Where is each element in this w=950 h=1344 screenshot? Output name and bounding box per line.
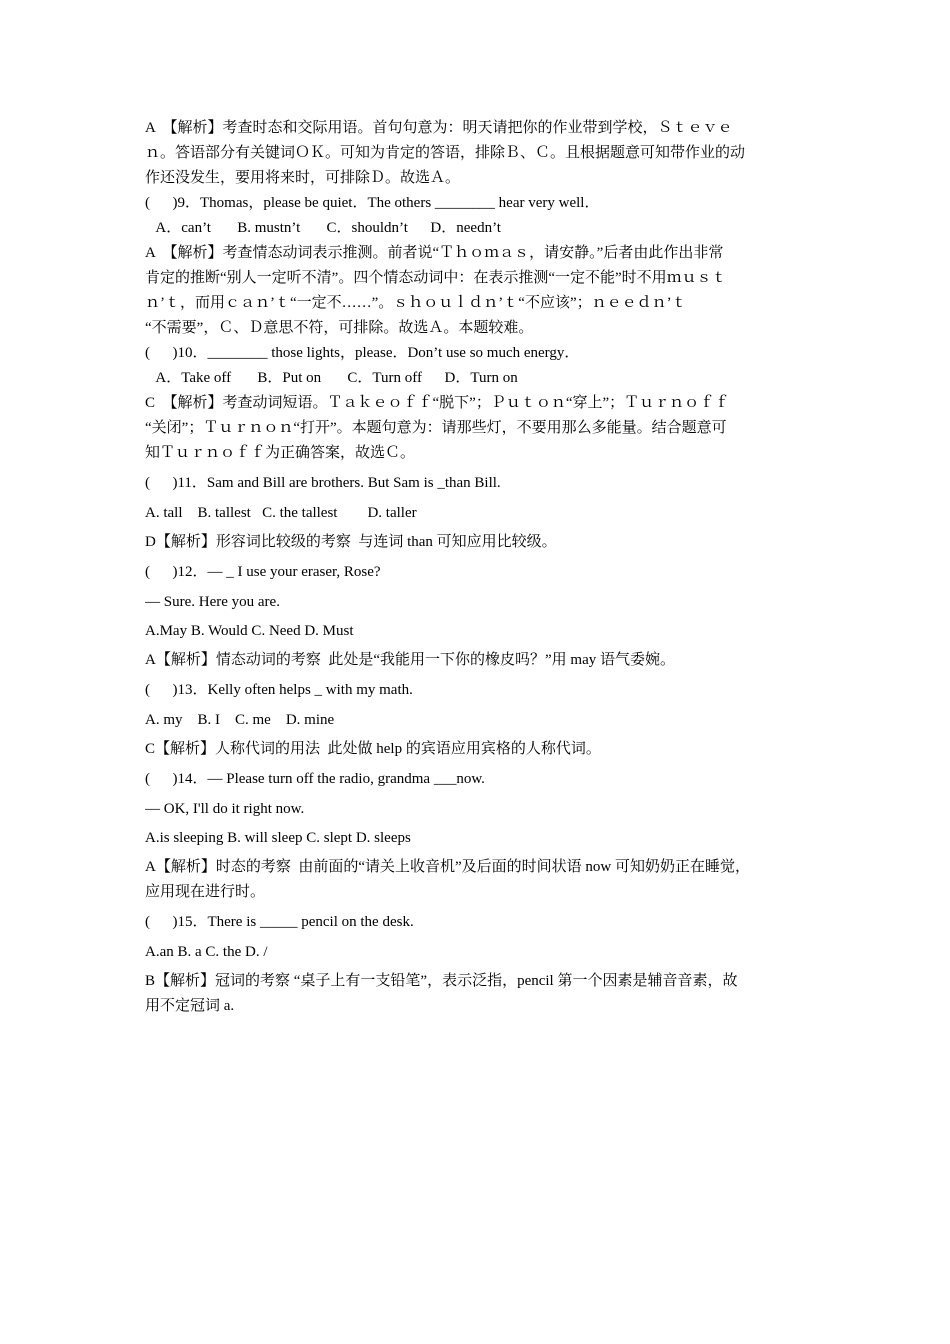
answer-15-explanation-line-1: B【解析】冠词的考察 “桌子上有一支铅笔”，表示泛指，pencil 第一个因素是辅音音素，故 xyxy=(145,973,738,989)
answer-8-explanation-line-2: ｎ。答语部分有关键词ＯＫ。可知为肯定的答语，排除Ｂ、Ｃ。且根据题意可知带作业的动 xyxy=(145,145,746,161)
answer-9-explanation-line-1: A 【解析】考查情态动词表示推测。前者说“Ｔｈｏｍａｓ，请安静。”后者由此作出非常 xyxy=(145,245,724,261)
question-12-options: A.May B. Would C. Need D. Must xyxy=(145,623,354,639)
answer-14-explanation-line-2: 应用现在进行时。 xyxy=(145,884,266,900)
question-9-options: A．can’t B. mustn’t C．shouldn’t D．needn’t xyxy=(145,220,501,236)
answer-9-explanation-line-4: “不需要”，Ｃ、Ｄ意思不符，可排除。故选Ａ。本题较难。 xyxy=(145,320,534,336)
question-10: ( )10．________ those lights，please．Don’t use so much energy． xyxy=(145,345,580,361)
question-11-options: A. tall B. tallest C. the tallest D. taller xyxy=(145,505,417,521)
question-10-options: A．Take off B．Put on C．Turn off D．Turn on xyxy=(145,370,518,386)
question-13: ( )13．Kelly often helps _ with my math. xyxy=(145,682,413,698)
answer-8-explanation-line-1: A 【解析】考查时态和交际用语。首句句意为：明天请把你的作业带到学校，Ｓｔｅｖｅ xyxy=(145,120,733,136)
answer-14-explanation-line-1: A【解析】时态的考察 由前面的“请关上收音机”及后面的时间状语 now 可知奶奶正在睡觉， xyxy=(145,859,750,875)
document-page xyxy=(145,116,810,1019)
question-14-reply: — OK, I'll do it right now. xyxy=(145,801,305,817)
answer-10-explanation-line-1: C 【解析】考查动词短语。Ｔａｋｅｏｆｆ“脱下”；Ｐｕｔｏｎ“穿上”；Ｔｕｒｎｏｆｆ xyxy=(145,395,730,411)
answer-12-explanation: A【解析】情态动词的考察 此处是“我能用一下你的橡皮吗？”用 may 语气委婉。 xyxy=(145,652,675,668)
answer-8-explanation-line-3: 作还没发生，要用将来时，可排除Ｄ。故选Ａ。 xyxy=(145,170,461,186)
answer-10-explanation-line-3: 知Ｔｕｒｎｏｆｆ为正确答案，故选Ｃ。 xyxy=(145,445,416,461)
answer-13-explanation: C【解析】人称代词的用法 此处做 help 的宾语应用宾格的人称代词。 xyxy=(145,741,601,757)
question-12: ( )12．— _ I use your eraser, Rose? xyxy=(145,564,381,580)
question-12-reply: — Sure. Here you are. xyxy=(145,594,280,610)
question-11: ( )11．Sam and Bill are brothers. But Sam is _than Bill. xyxy=(145,475,501,491)
question-13-options: A. my B. I C. me D. mine xyxy=(145,712,335,728)
question-14: ( )14．— Please turn off the radio, grandma ___now. xyxy=(145,771,485,787)
question-15-options: A.an B. a C. the D. / xyxy=(145,944,268,960)
answer-11-explanation: D【解析】形容词比较级的考察 与连词 than 可知应用比较级。 xyxy=(145,534,557,550)
answer-15-explanation-line-2: 用不定冠词 a. xyxy=(145,998,235,1014)
question-14-options: A.is sleeping B. will sleep C. slept D. sleeps xyxy=(145,830,411,846)
answer-9-explanation-line-2: 肯定的推断“别人一定听不清”。四个情态动词中：在表示推测“一定不能”时不用ｍｕｓｔ xyxy=(145,270,727,286)
question-15: ( )15．There is _____ pencil on the desk. xyxy=(145,914,414,930)
answer-10-explanation-line-2: “关闭”；Ｔｕｒｎｏｎ“打开”。本题句意为：请那些灯，不要用那么多能量。结合题意可 xyxy=(145,420,727,436)
question-9: ( )9．Thomas，please be quiet．The others ________ hear very well． xyxy=(145,195,600,211)
answer-9-explanation-line-3: ｎ’ｔ，而用ｃａｎ’ｔ“一定不……”。ｓｈｏｕｌｄｎ’ｔ“不应该”；ｎｅｅｄｎ’ｔ xyxy=(145,295,687,311)
